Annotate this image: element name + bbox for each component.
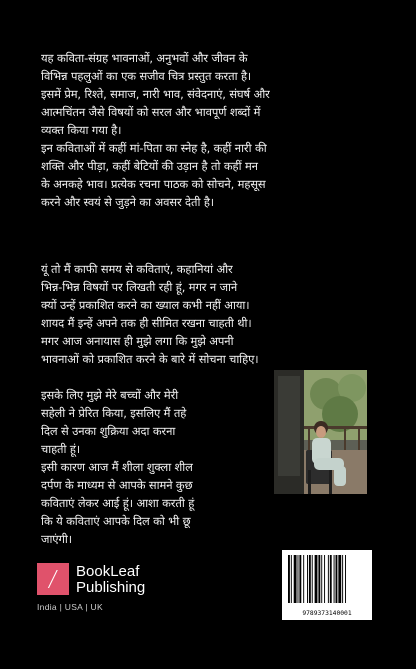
publisher-regions: India | USA | UK [37,602,103,612]
barcode-bar [328,555,329,603]
barcode-bar [303,555,304,603]
barcode-bar [291,555,292,603]
author-photo [274,370,367,494]
publisher-name-line-2: Publishing [76,579,146,596]
barcode-bar [324,555,325,603]
barcode-bar [288,555,290,603]
barcode-bar [307,555,308,603]
barcode-bar [312,555,313,603]
barcode-bar [342,555,343,603]
publisher-name [76,564,145,596]
barcode-bar [318,555,320,603]
barcode-bar [338,555,341,603]
description-paragraph-1: यह कविता-संग्रह भावनाओं, अनुभवों और जीवन के विभिन्न पहलुओं का एक सजीव चित्र प्रस्तुत करता है। इसमें प्रेम, रिश्ते, समाज, नारी भाव, संवेदनाएं, संघर्ष और आत्मचिंतन जैसे विषयों को सरल और भावपूर्ण शब्दों में व्यक्त किया गया है। इन कविताओं में कहीं मां-पिता का स्नेह है, कहीं नारी की शक्ति और पीड़ा, कहीं बेटियों की उड़ान है तो कहीं मन के अनकहे भाव। प्रत्येक रचना पाठक को सोचने, महसूस करने और स्वयं से जुड़ने का अवसर देती है। [41,51,270,209]
bookleaf-logo [37,563,69,595]
barcode-bar [309,555,311,603]
barcode-bar [298,555,299,603]
barcode-bar [345,555,346,603]
barcode-bar [294,555,297,603]
barcode-bar [336,555,338,603]
barcode-bars [282,550,372,608]
barcode-bar [334,555,335,603]
publisher-name-line-1: BookLeaf [76,563,140,580]
description-paragraph-2: यूं तो मैं काफी समय से कविताएं, कहानियां और भिन्न-भिन्न विषयों पर लिखती रही हूं, मगर न जाने क्यों उन्हें प्रकाशित करने का ख्याल कभी नहीं आया। शायद मैं इन्हें अपने तक ही सीमित रखना चाहती थी। मगर आज अनायास ही मुझे लगा कि मुझे अपनी भावनाओं को प्रकाशित करने के बारे में सोचना चाहिए। [41,262,259,366]
isbn-barcode [282,550,372,620]
barcode-bar [299,555,301,603]
barcode-bar [315,555,318,603]
description-paragraph-3: इसके लिए मुझे मेरे बच्चों और मेरी सहेली ने प्रेरित किया, इसलिए मैं तहे दिल से उनका शुक्रिया अदा करना चाहती हूं। इसी कारण आज मैं शीला शुक्ला शील दर्पण के माध्यम से आपके सामने कुछ कविताएं लेकर आई हूं। आशा करती हूं कि ये कविताएं आपके दिल को भी छू जाएंगी। [41,388,195,546]
barcode-bar [321,555,322,603]
logo-slash-icon: / [47,566,59,592]
barcode-bar [330,555,332,603]
isbn-number: 9789373140001 [302,610,352,617]
